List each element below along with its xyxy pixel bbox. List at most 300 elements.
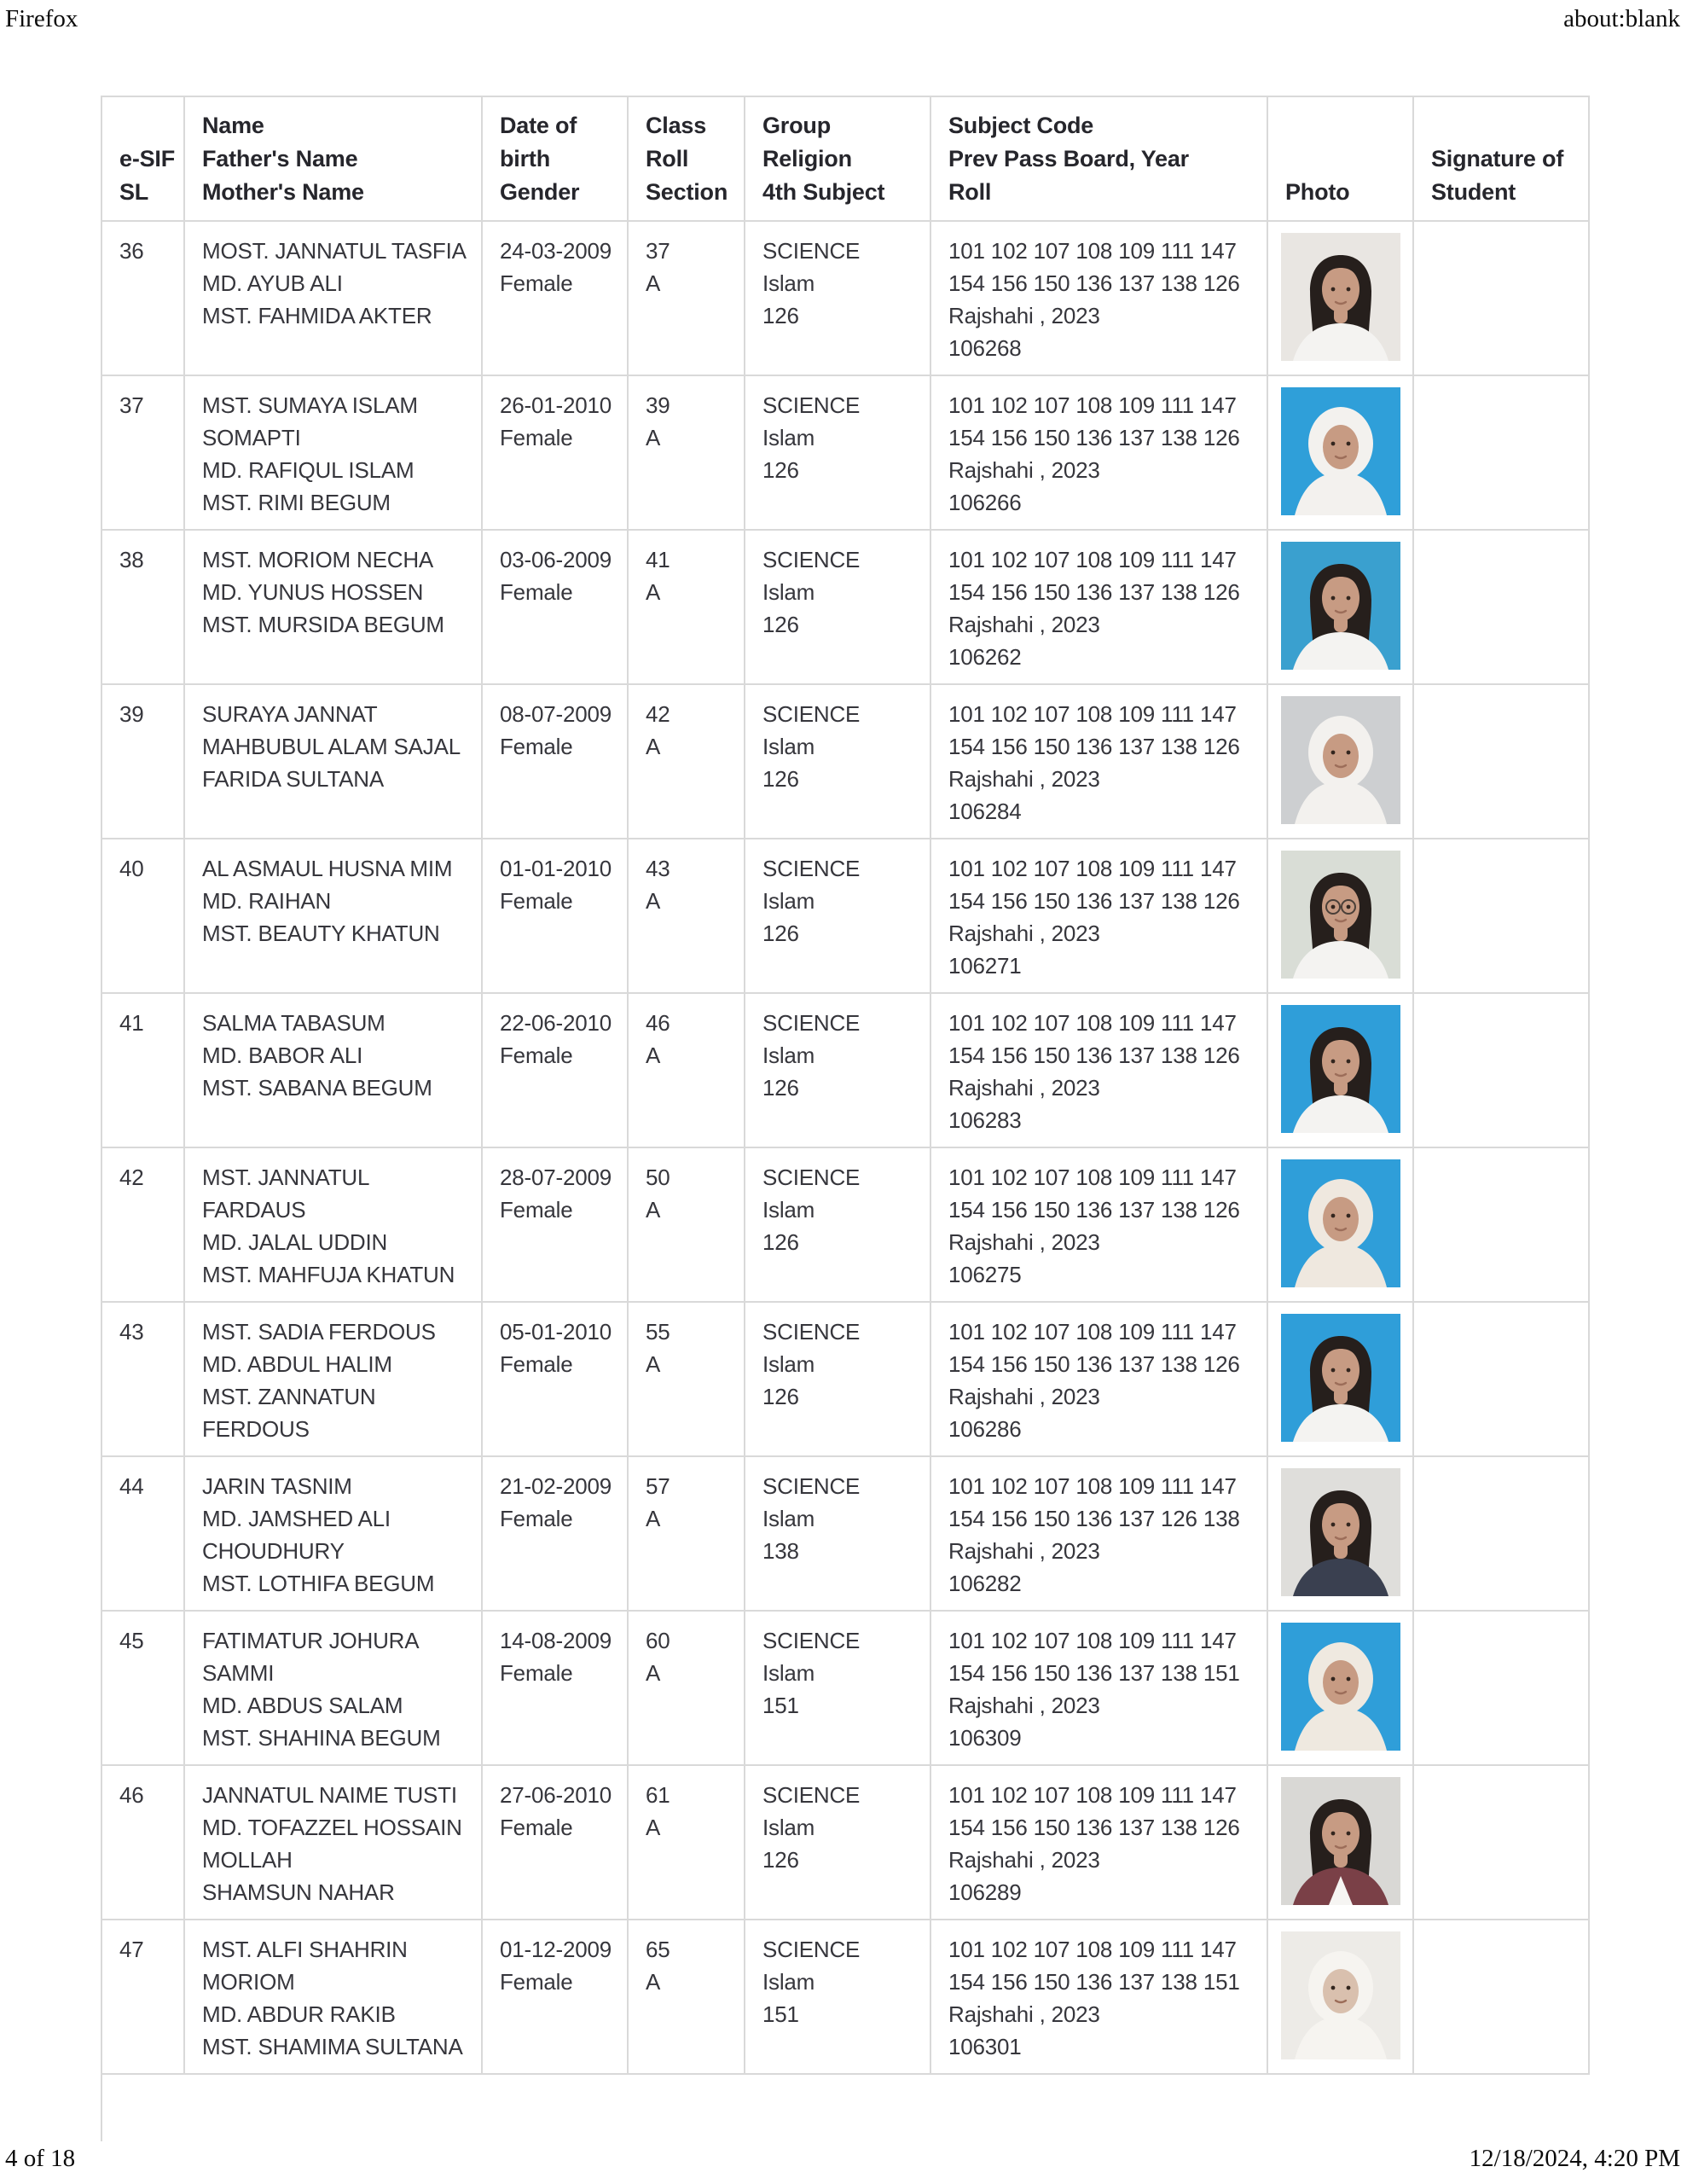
cell-subject-code (930, 1456, 1267, 1611)
table-row (101, 993, 1589, 1147)
cell-class-roll-section (628, 1147, 745, 1302)
fourth-subject: 126 (762, 1384, 799, 1409)
mother-name: SHAMSUN NAHAR (202, 1879, 395, 1905)
prev-pass-board-year: Rajshahi , 2023 (948, 457, 1100, 483)
table-body (101, 221, 1589, 2074)
prev-roll: 106262 (948, 644, 1022, 670)
father-name: MD. ABDUS SALAM (202, 1693, 403, 1718)
religion: Islam (762, 1660, 815, 1686)
father-name: MD. YUNUS HOSSEN (202, 579, 424, 605)
cell-subject-code (930, 1765, 1267, 1920)
mother-name: FARIDA SULTANA (202, 766, 384, 792)
class-roll: 57 (646, 1473, 670, 1499)
gender: Female (500, 1351, 573, 1377)
religion: Islam (762, 579, 815, 605)
religion: Islam (762, 1197, 815, 1223)
mother-name: MST. SABANA BEGUM (202, 1075, 432, 1101)
cell-dob-gender (482, 221, 628, 375)
prev-pass-board-year: Rajshahi , 2023 (948, 2001, 1100, 2027)
mother-name: MST. MURSIDA BEGUM (202, 612, 444, 637)
student-photo (1281, 1159, 1400, 1287)
cell-sl (101, 1765, 184, 1920)
subject-codes-line: 101 102 107 108 109 111 147 (948, 1473, 1237, 1499)
subject-codes-line: 101 102 107 108 109 111 147 (948, 1165, 1237, 1190)
header-line: Class (646, 113, 707, 138)
table-row (101, 530, 1589, 684)
religion: Islam (762, 734, 815, 759)
prev-pass-board-year: Rajshahi , 2023 (948, 612, 1100, 637)
date-of-birth: 03-06-2009 (500, 547, 612, 572)
gender: Female (500, 1506, 573, 1531)
cell-group-religion (745, 1611, 930, 1765)
prev-roll: 106301 (948, 2034, 1022, 2059)
group: SCIENCE (762, 1628, 861, 1653)
group: SCIENCE (762, 547, 861, 572)
prev-roll: 106282 (948, 1571, 1022, 1596)
header-line: Date of (500, 113, 577, 138)
cell-photo (1267, 1611, 1413, 1765)
group: SCIENCE (762, 1782, 861, 1808)
student-name: JARIN TASNIM (202, 1473, 352, 1499)
table-row (101, 375, 1589, 530)
header-line: Group (762, 113, 831, 138)
gender: Female (500, 1197, 573, 1223)
cell-photo (1267, 1147, 1413, 1302)
subject-codes-line: 154 156 150 136 137 138 151 (948, 1969, 1240, 1995)
col-header-name (184, 96, 482, 221)
prev-roll: 106275 (948, 1262, 1022, 1287)
subject-codes-line: 101 102 107 108 109 111 147 (948, 547, 1237, 572)
header-line: Religion (762, 146, 852, 171)
cell-subject-code (930, 375, 1267, 530)
gender: Female (500, 888, 573, 914)
esif-sl-value: 42 (119, 1165, 144, 1190)
section: A (646, 1197, 661, 1223)
mother-name: MST. FAHMIDA AKTER (202, 303, 432, 328)
cell-group-religion (745, 839, 930, 993)
cell-signature (1413, 1765, 1589, 1920)
esif-sl-value: 38 (119, 547, 144, 572)
father-name: MAHBUBUL ALAM SAJAL (202, 734, 461, 759)
father-name: MD. RAIHAN (202, 888, 332, 914)
fourth-subject: 151 (762, 1693, 799, 1718)
mother-name: MST. SHAMIMA SULTANA (202, 2034, 463, 2059)
subject-codes-line: 101 102 107 108 109 111 147 (948, 1782, 1237, 1808)
student-name: MST. JANNATUL FARDAUS (202, 1165, 369, 1223)
cell-class-roll-section (628, 530, 745, 684)
cell-photo (1267, 1765, 1413, 1920)
prev-roll: 106283 (948, 1107, 1022, 1133)
mother-name: MST. RIMI BEGUM (202, 490, 391, 515)
esif-sl-value: 37 (119, 392, 144, 418)
class-roll: 61 (646, 1782, 670, 1808)
cell-sl (101, 221, 184, 375)
section: A (646, 1660, 661, 1686)
date-of-birth: 24-03-2009 (500, 238, 612, 264)
header-line: 4th Subject (762, 179, 885, 205)
cell-dob-gender (482, 993, 628, 1147)
student-photo (1281, 1005, 1400, 1133)
prev-pass-board-year: Rajshahi , 2023 (948, 1229, 1100, 1255)
esif-sl-value: 39 (119, 701, 144, 727)
prev-pass-board-year: Rajshahi , 2023 (948, 1384, 1100, 1409)
date-of-birth: 22-06-2010 (500, 1010, 612, 1036)
religion: Islam (762, 1043, 815, 1068)
prev-pass-board-year: Rajshahi , 2023 (948, 1847, 1100, 1873)
header-line: birth (500, 146, 550, 171)
group: SCIENCE (762, 1165, 861, 1190)
student-name: AL ASMAUL HUSNA MIM (202, 856, 453, 881)
subject-codes-line: 154 156 150 136 137 138 126 (948, 888, 1240, 914)
mother-name: MST. ZANNATUN FERDOUS (202, 1384, 376, 1442)
father-name: MD. JALAL UDDIN (202, 1229, 388, 1255)
student-photo (1281, 1931, 1400, 2059)
subject-codes-line: 101 102 107 108 109 111 147 (948, 238, 1237, 264)
section: A (646, 888, 661, 914)
cell-subject-code (930, 1920, 1267, 2074)
cell-name (184, 1611, 482, 1765)
student-photo (1281, 542, 1400, 670)
section: A (646, 425, 661, 450)
student-photo (1281, 1777, 1400, 1905)
date-of-birth: 14-08-2009 (500, 1628, 612, 1653)
gender: Female (500, 425, 573, 450)
student-name: MOST. JANNATUL TASFIA (202, 238, 467, 264)
class-roll: 43 (646, 856, 670, 881)
student-photo (1281, 1314, 1400, 1442)
header-line: Roll (948, 179, 992, 205)
cell-sl (101, 1611, 184, 1765)
cell-signature (1413, 1147, 1589, 1302)
col-header-class-roll-section (628, 96, 745, 221)
gender: Female (500, 734, 573, 759)
col-header-dob-gender (482, 96, 628, 221)
student-photo (1281, 1468, 1400, 1596)
cell-name (184, 1302, 482, 1456)
prev-roll: 106289 (948, 1879, 1022, 1905)
gender: Female (500, 1043, 573, 1068)
cell-sl (101, 1920, 184, 2074)
cell-dob-gender (482, 684, 628, 839)
religion: Islam (762, 1351, 815, 1377)
subject-codes-line: 101 102 107 108 109 111 147 (948, 1010, 1237, 1036)
fourth-subject: 126 (762, 457, 799, 483)
class-roll: 65 (646, 1937, 670, 1962)
student-table-wrap (101, 96, 1588, 2141)
prev-roll: 106309 (948, 1725, 1022, 1751)
table-row (101, 1302, 1589, 1456)
cell-dob-gender (482, 1611, 628, 1765)
cell-dob-gender (482, 1147, 628, 1302)
table-row (101, 1765, 1589, 1920)
subject-codes-line: 154 156 150 136 137 138 126 (948, 425, 1240, 450)
prev-pass-board-year: Rajshahi , 2023 (948, 1538, 1100, 1564)
class-roll: 39 (646, 392, 670, 418)
cell-sl (101, 375, 184, 530)
student-name: SALMA TABASUM (202, 1010, 386, 1036)
cell-group-religion (745, 1456, 930, 1611)
cell-photo (1267, 839, 1413, 993)
header-line: e-SIF (119, 146, 176, 171)
table-row (101, 221, 1589, 375)
class-roll: 42 (646, 701, 670, 727)
cell-signature (1413, 1456, 1589, 1611)
prev-pass-board-year: Rajshahi , 2023 (948, 1693, 1100, 1718)
cell-sl (101, 530, 184, 684)
cell-signature (1413, 221, 1589, 375)
cell-subject-code (930, 1302, 1267, 1456)
cell-sl (101, 1302, 184, 1456)
date-of-birth: 27-06-2010 (500, 1782, 612, 1808)
subject-codes-line: 154 156 150 136 137 138 126 (948, 1351, 1240, 1377)
gender: Female (500, 1969, 573, 1995)
fourth-subject: 138 (762, 1538, 799, 1564)
cell-subject-code (930, 684, 1267, 839)
cell-sl (101, 839, 184, 993)
esif-sl-value: 46 (119, 1782, 144, 1808)
father-name: MD. ABDUL HALIM (202, 1351, 392, 1377)
subject-codes-line: 154 156 150 136 137 138 126 (948, 734, 1240, 759)
cell-class-roll-section (628, 1302, 745, 1456)
student-name: MST. SUMAYA ISLAM SOMAPTI (202, 392, 418, 450)
subject-codes-line: 154 156 150 136 137 138 126 (948, 1043, 1240, 1068)
header-line: Gender (500, 179, 580, 205)
student-name: MST. MORIOM NECHA (202, 547, 434, 572)
subject-codes-line: 154 156 150 136 137 138 126 (948, 1815, 1240, 1840)
esif-sl-value: 40 (119, 856, 144, 881)
father-name: MD. BABOR ALI (202, 1043, 363, 1068)
cell-name (184, 839, 482, 993)
subject-codes-line: 101 102 107 108 109 111 147 (948, 1319, 1237, 1345)
cell-photo (1267, 530, 1413, 684)
student-name: SURAYA JANNAT (202, 701, 378, 727)
cell-group-religion (745, 1765, 930, 1920)
header-line: Subject Code (948, 113, 1094, 138)
student-table (101, 96, 1590, 2075)
mother-name: MST. LOTHIFA BEGUM (202, 1571, 435, 1596)
header-row (101, 96, 1589, 221)
section: A (646, 1969, 661, 1995)
cell-sl (101, 993, 184, 1147)
cell-class-roll-section (628, 993, 745, 1147)
section: A (646, 734, 661, 759)
cell-photo (1267, 993, 1413, 1147)
table-row (101, 684, 1589, 839)
cell-signature (1413, 839, 1589, 993)
cell-dob-gender (482, 1920, 628, 2074)
col-header-subject-code (930, 96, 1267, 221)
cell-signature (1413, 375, 1589, 530)
table-row (101, 1920, 1589, 2074)
date-of-birth: 26-01-2010 (500, 392, 612, 418)
cell-name (184, 375, 482, 530)
father-name: MD. AYUB ALI (202, 270, 343, 296)
cell-group-religion (745, 530, 930, 684)
fourth-subject: 126 (762, 1075, 799, 1101)
date-of-birth: 05-01-2010 (500, 1319, 612, 1345)
group: SCIENCE (762, 1473, 861, 1499)
fourth-subject: 126 (762, 303, 799, 328)
mother-name: MST. BEAUTY KHATUN (202, 921, 440, 946)
cell-subject-code (930, 993, 1267, 1147)
fourth-subject: 126 (762, 612, 799, 637)
esif-sl-value: 45 (119, 1628, 144, 1653)
esif-sl-value: 41 (119, 1010, 144, 1036)
cell-name (184, 1147, 482, 1302)
cell-name (184, 530, 482, 684)
cell-photo (1267, 1302, 1413, 1456)
cell-dob-gender (482, 1456, 628, 1611)
father-name: MD. RAFIQUL ISLAM (202, 457, 415, 483)
prev-pass-board-year: Rajshahi , 2023 (948, 921, 1100, 946)
class-roll: 37 (646, 238, 670, 264)
col-header-esif-sl (101, 96, 184, 221)
cell-dob-gender (482, 530, 628, 684)
student-name: MST. ALFI SHAHRIN MORIOM (202, 1937, 408, 1995)
header-line: Section (646, 179, 728, 205)
group: SCIENCE (762, 238, 861, 264)
esif-sl-value: 47 (119, 1937, 144, 1962)
cell-group-religion (745, 375, 930, 530)
student-name: MST. SADIA FERDOUS (202, 1319, 436, 1345)
prev-pass-board-year: Rajshahi , 2023 (948, 766, 1100, 792)
cell-signature (1413, 530, 1589, 684)
cell-name (184, 1765, 482, 1920)
esif-sl-value: 36 (119, 238, 144, 264)
student-name: JANNATUL NAIME TUSTI (202, 1782, 457, 1808)
father-name: MD. JAMSHED ALI CHOUDHURY (202, 1506, 391, 1564)
date-of-birth: 21-02-2009 (500, 1473, 612, 1499)
cell-sl (101, 684, 184, 839)
cell-name (184, 684, 482, 839)
cell-class-roll-section (628, 1765, 745, 1920)
cell-group-religion (745, 1920, 930, 2074)
student-photo (1281, 233, 1400, 361)
religion: Islam (762, 1815, 815, 1840)
cell-class-roll-section (628, 684, 745, 839)
prev-roll: 106271 (948, 953, 1022, 979)
date-of-birth: 01-12-2009 (500, 1937, 612, 1962)
cell-photo (1267, 684, 1413, 839)
table-row (101, 1456, 1589, 1611)
section: A (646, 1351, 661, 1377)
cell-group-religion (745, 1147, 930, 1302)
group: SCIENCE (762, 1937, 861, 1962)
header-line: Prev Pass Board, Year (948, 146, 1189, 171)
cell-dob-gender (482, 375, 628, 530)
cell-sl (101, 1147, 184, 1302)
religion: Islam (762, 270, 815, 296)
gender: Female (500, 1815, 573, 1840)
class-roll: 55 (646, 1319, 670, 1345)
cell-photo (1267, 1456, 1413, 1611)
cell-dob-gender (482, 1302, 628, 1456)
prev-roll: 106286 (948, 1416, 1022, 1442)
cell-signature (1413, 1611, 1589, 1765)
cell-sl (101, 1456, 184, 1611)
group: SCIENCE (762, 701, 861, 727)
table-left-border-stub (101, 2075, 102, 2141)
esif-sl-value: 44 (119, 1473, 144, 1499)
cell-name (184, 993, 482, 1147)
subject-codes-line: 154 156 150 136 137 138 126 (948, 579, 1240, 605)
page-number: 4 of 18 (5, 2145, 76, 2172)
header-line: Father's Name (202, 146, 358, 171)
fourth-subject: 126 (762, 921, 799, 946)
class-roll: 41 (646, 547, 670, 572)
prev-roll: 106284 (948, 799, 1022, 824)
student-photo (1281, 1623, 1400, 1751)
subject-codes-line: 154 156 150 136 137 138 126 (948, 1197, 1240, 1223)
cell-dob-gender (482, 839, 628, 993)
section: A (646, 1815, 661, 1840)
subject-codes-line: 101 102 107 108 109 111 147 (948, 701, 1237, 727)
subject-codes-line: 101 102 107 108 109 111 147 (948, 1937, 1237, 1962)
mother-name: MST. MAHFUJA KHATUN (202, 1262, 455, 1287)
group: SCIENCE (762, 856, 861, 881)
cell-name (184, 1920, 482, 2074)
cell-class-roll-section (628, 375, 745, 530)
cell-group-religion (745, 221, 930, 375)
cell-subject-code (930, 1611, 1267, 1765)
section: A (646, 1506, 661, 1531)
header-line: SL (119, 179, 149, 205)
table-row (101, 1611, 1589, 1765)
cell-class-roll-section (628, 1611, 745, 1765)
cell-photo (1267, 221, 1413, 375)
father-name: MD. TOFAZZEL HOSSAIN MOLLAH (202, 1815, 462, 1873)
subject-codes-line: 101 102 107 108 109 111 147 (948, 392, 1237, 418)
gender: Female (500, 270, 573, 296)
esif-sl-value: 43 (119, 1319, 144, 1345)
subject-codes-line: 154 156 150 136 137 126 138 (948, 1506, 1240, 1531)
table-row (101, 839, 1589, 993)
cell-class-roll-section (628, 839, 745, 993)
print-timestamp: 12/18/2024, 4:20 PM (1469, 2145, 1680, 2172)
cell-class-roll-section (628, 221, 745, 375)
header-line: Name (202, 113, 264, 138)
student-photo (1281, 851, 1400, 979)
cell-signature (1413, 684, 1589, 839)
cell-group-religion (745, 1302, 930, 1456)
cell-class-roll-section (628, 1456, 745, 1611)
cell-photo (1267, 1920, 1413, 2074)
gender: Female (500, 579, 573, 605)
class-roll: 60 (646, 1628, 670, 1653)
prev-pass-board-year: Rajshahi , 2023 (948, 1075, 1100, 1101)
cell-name (184, 1456, 482, 1611)
header-line: Roll (646, 146, 689, 171)
table-header (101, 96, 1589, 221)
religion: Islam (762, 1506, 815, 1531)
student-photo (1281, 696, 1400, 824)
table-row (101, 1147, 1589, 1302)
cell-subject-code (930, 530, 1267, 684)
fourth-subject: 151 (762, 2001, 799, 2027)
subject-codes-line: 154 156 150 136 137 138 126 (948, 270, 1240, 296)
header-line: Photo (1285, 179, 1350, 205)
header-line: Signature of (1431, 146, 1564, 171)
date-of-birth: 28-07-2009 (500, 1165, 612, 1190)
section: A (646, 1043, 661, 1068)
browser-page-url: about:blank (1563, 5, 1680, 32)
prev-roll: 106268 (948, 335, 1022, 361)
col-header-group-religion (745, 96, 930, 221)
cell-subject-code (930, 221, 1267, 375)
fourth-subject: 126 (762, 766, 799, 792)
cell-group-religion (745, 684, 930, 839)
mother-name: MST. SHAHINA BEGUM (202, 1725, 441, 1751)
